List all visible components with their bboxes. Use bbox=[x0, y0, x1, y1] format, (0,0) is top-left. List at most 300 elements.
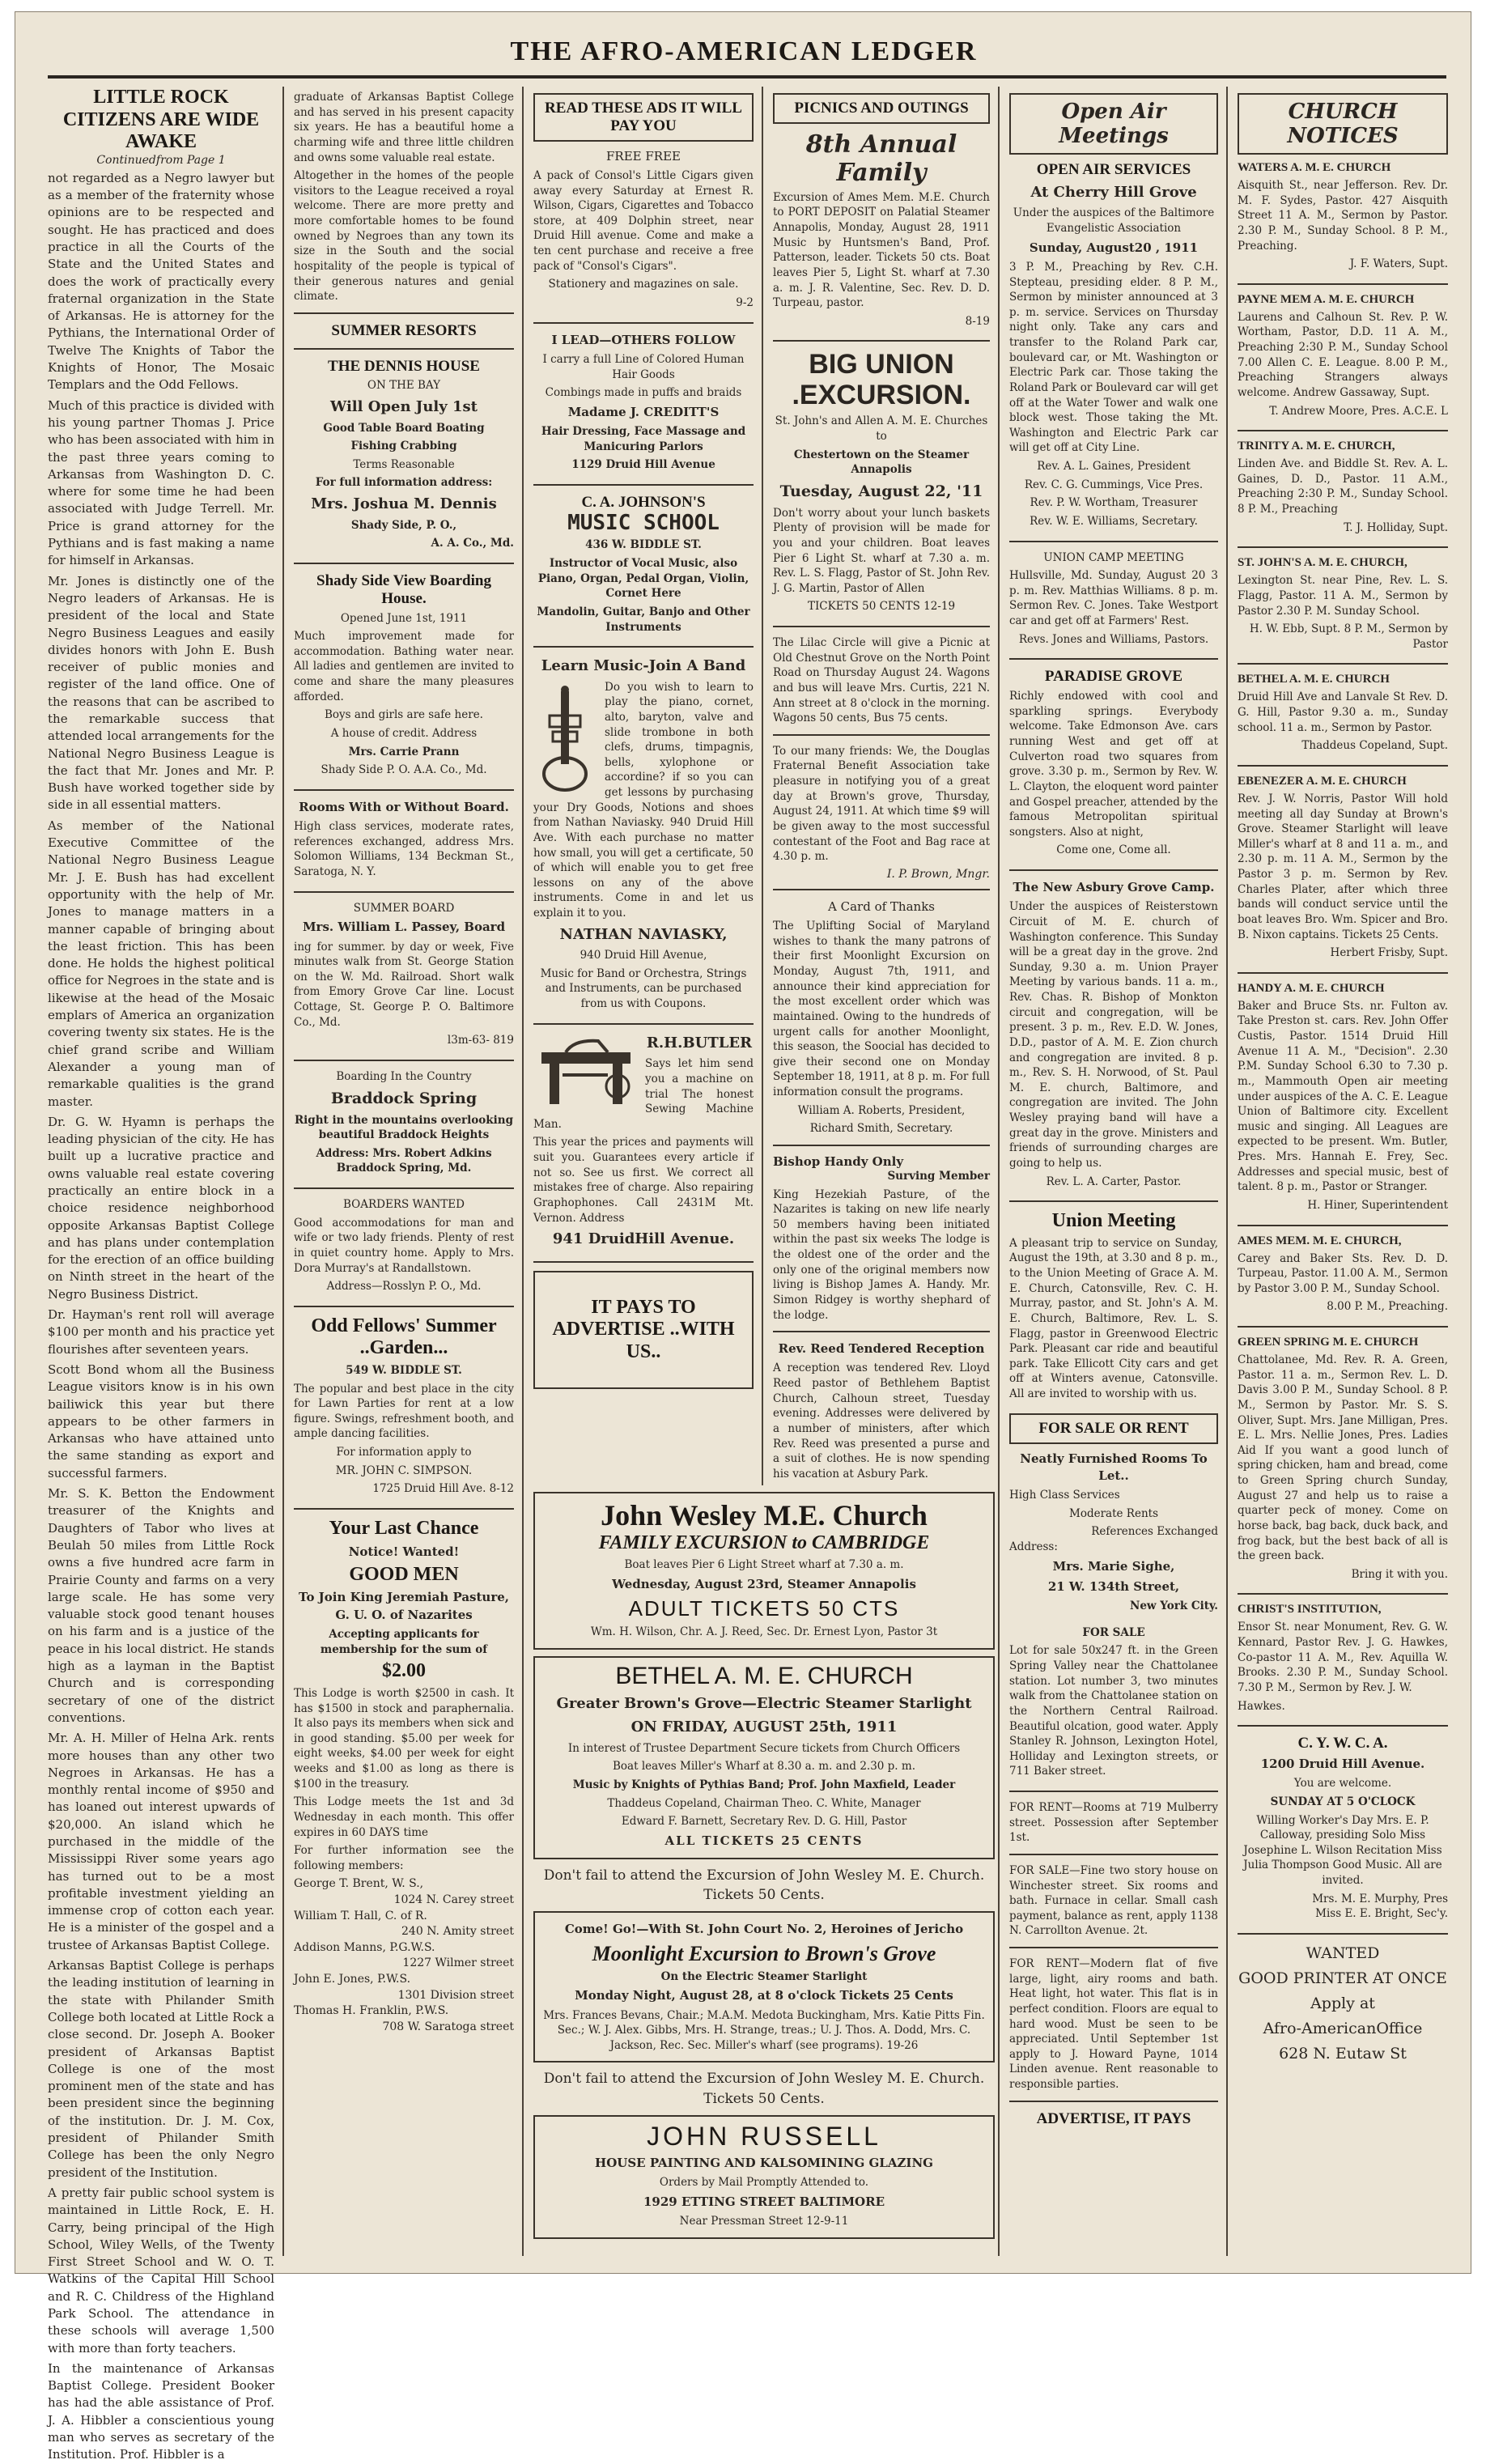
ad-line: Address: Mrs. Robert Adkins Braddock Spring, Md. bbox=[316, 1146, 492, 1175]
church-notice bbox=[1238, 1234, 1448, 1315]
church-sig: Hawkes. bbox=[1238, 1699, 1285, 1713]
article-paragraph: Mr. A. H. Miller of Helna Ark. rents more houses than any other two Negroes in Arkansas. He has a monthly rental income of $950 and has loaned out interest upwards of $20,000. An island which he purchased in the middle of the Mississippi River some years ago has turned out to be a most profitable investment yielding an immense crop of cotton each year. He is a minister of the gospel and a trustee of Arkansas Baptist College. bbox=[48, 1731, 274, 1952]
ad-line: Good Table Board Boating bbox=[323, 421, 485, 435]
ad-line: A house of credit. Address bbox=[330, 726, 478, 740]
ad-title: OPEN AIR SERVICES bbox=[1036, 161, 1191, 178]
ad-line: Mandolin, Guitar, Banjo and Other Instruments bbox=[537, 605, 750, 634]
ad-line: A. A. Co., Md. bbox=[431, 537, 514, 550]
church-name: GREEN SPRING M. E. CHURCH bbox=[1238, 1336, 1419, 1349]
article-paragraph: Arkansas Baptist College is perhaps the leading institution of learning in the state with Philander Smith College both located at Little Rock a close second. Dr. Joseph A. Booker president of Arkansas Baptist College is one of the most prominent men of the state and has been president since the beginning of the institution. Dr. J. M. Cox, president of Philander Smith College has been the only Negro president of the Institution. bbox=[48, 1958, 274, 2180]
ad-body: Excursion of Ames Mem. M.E. Church to PORT DEPOSIT on Palatial Steamer Annapolis, Monday, August 28, 1911 Music by Huntsmen's Band, Prof. Patterson, leader. Tickets 50 cts. Boat leaves Pier 5, Light St. wharf at 7.30 a. m. J. R. Valentine, Sec. Rev. D. D. Turpeau, pastor. bbox=[773, 190, 990, 310]
classified-ad: FOR RENT—Modern flat of five large, light, airy rooms and bath. Heat light, hot water. This flat is in perfect condition. Floors are equal to hard wood. Must be seen to be appreciated. Until September 1st apply to J. Howard Payne, 1014 Linden avenue. Rent reasonable to responsible parties. bbox=[1009, 1957, 1218, 2092]
section-summer-resorts: SUMMER RESORTS bbox=[331, 321, 477, 339]
ad-line: Stationery and magazines on sale. bbox=[548, 278, 739, 291]
ad-title: READ THESE ADS IT WILL PAY YOU bbox=[545, 100, 742, 134]
article-paragraph: A reception was tendered Rev. Lloyd Reed pastor of Bethlehem Baptist Church, Calhoun street, Tuesday evening. Addresses were delivered by a number of ministers, after which Rev. Reed was presented a purse and a suit of clothes. He is now spending his vacation at Asbury Park. bbox=[773, 1362, 990, 1481]
ad-line: To Join King Jeremiah Pasture, G. U. O. of Nazarites bbox=[299, 1590, 509, 1622]
ad-summer-board bbox=[294, 901, 514, 1048]
ad-body: High class services, moderate rates, references exchanged, address Mrs. Solomon Williams, 134 Beckman St., Saratoga, N. Y. bbox=[294, 820, 514, 879]
ad-title: BETHEL A. M. E. CHURCH bbox=[615, 1662, 913, 1689]
divider bbox=[1009, 541, 1218, 542]
column-rule bbox=[998, 87, 1000, 2256]
ad-moonlight bbox=[533, 1911, 995, 2063]
headline-little-rock: LITTLE ROCK CITIZENS ARE WIDE AWAKE bbox=[62, 87, 260, 153]
ad-line: Greater Brown's Grove—Electric Steamer Starlight bbox=[556, 1694, 972, 1712]
ad-ywca bbox=[1238, 1735, 1448, 1922]
divider bbox=[294, 563, 514, 564]
ad-naviasky-band bbox=[533, 656, 754, 1012]
ad-line: Will Open July 1st bbox=[330, 398, 478, 416]
ad-body: Good accommodations for man and wife or two lady friends. Plenty of rest in quiet country home. Apply to Mrs. Dora Murray's at Randallstown. bbox=[294, 1216, 514, 1275]
column-rule bbox=[1226, 87, 1228, 2256]
ad-title: Braddock Spring bbox=[330, 1089, 478, 1107]
ad-wanted-printer bbox=[1238, 1943, 1448, 2065]
ad-line: Shady Side P. O. A.A. Co., Md. bbox=[321, 763, 487, 777]
ad-johnson-music bbox=[533, 494, 754, 635]
officer-line: Rev. P. W. Wortham, Treasurer bbox=[1030, 496, 1198, 510]
divider bbox=[1238, 430, 1448, 431]
divider bbox=[773, 626, 990, 627]
church-notice bbox=[1238, 1603, 1448, 1714]
ad-line: ALL TICKETS 25 CENTS bbox=[664, 1833, 864, 1848]
ad-line: 628 N. Eutaw St bbox=[1279, 2044, 1407, 2063]
divider bbox=[1009, 658, 1218, 660]
ad-line: Wednesday, August 23rd, Steamer Annapolis bbox=[612, 1576, 916, 1591]
ad-code: 8-19 bbox=[965, 314, 990, 328]
divider bbox=[294, 1060, 514, 1061]
signature: William A. Roberts, President, bbox=[797, 1103, 966, 1117]
ad-line: 1929 ETTING STREET BALTIMORE bbox=[643, 2194, 885, 2209]
ad-body: Do you wish to learn to play the piano, cornet, alto, baryton, valve and slide trombone in both clefs, drums, timpagnis, bells, xylophone or accordine? if so you can get lessons by purchasing your Dry Goods, Notions and shoes from Nathan Naviasky. 940 Druid Hill Ave. With each purchase no matter how small, you will get a certificate, 50 of which will enable you to get free lessons on any of the above instruments. Come in and let us explain it to you. bbox=[533, 680, 754, 920]
ad-line: Accepting applicants for membership for the sum of bbox=[320, 1628, 488, 1656]
ad-line: Boys and girls are safe here. bbox=[325, 708, 483, 722]
section-church-notices bbox=[1238, 93, 1448, 155]
ad-body: For further information see the following members: bbox=[294, 1844, 514, 1872]
church-name: BETHEL A. M. E. CHURCH bbox=[1238, 673, 1390, 686]
ad-title: Union Meeting bbox=[1051, 1210, 1176, 1232]
article-paragraph: Much of this practice is divided with his young partner Thomas J. Price who has been associated with him in the past three years coming to Arkansas from Washington D. C. where for some time he had been associated with Judge Terrell. Mr. Price is grand attorney for the Pythians and is fast making a name for himself in Arkansas. bbox=[48, 397, 274, 568]
divider bbox=[533, 1261, 754, 1263]
ad-line: You are welcome. bbox=[1293, 1777, 1392, 1791]
ad-name: Mrs. William L. Passey, Board bbox=[302, 920, 506, 935]
ad-code: 9-2 bbox=[736, 295, 754, 309]
article-paragraph: not regarded as a Negro lawyer but as a member of the fraternity whose opinions are to be respected and sought. He has practiced and does practice in all the Courts of the State and the United States and does the work of practically every fraternal organization in the State of Arkansas. He is attorney for the Pythians, the International Order of Twelve The Knights of Tabor the Knights of Honor, The Mosaic Templars and the Odd Fellows. bbox=[48, 170, 274, 393]
divider bbox=[1009, 2101, 1218, 2102]
divider bbox=[1238, 1933, 1448, 1935]
ad-dennis-house bbox=[294, 358, 514, 551]
ad-line: Thaddeus Copeland, Chairman Theo. C. White, Manager bbox=[607, 1796, 921, 1810]
divider bbox=[294, 1306, 514, 1307]
ad-line: Opened June 1st, 1911 bbox=[340, 611, 468, 625]
church-name: EBENEZER A. M. E. CHURCH bbox=[1238, 774, 1407, 788]
divider bbox=[1009, 1854, 1218, 1855]
ad-line: 436 W. BIDDLE ST. bbox=[585, 538, 702, 552]
church-notice bbox=[1238, 556, 1448, 652]
ad-line: Address—Rosslyn P. O., Md. bbox=[326, 1280, 482, 1294]
ad-line: GOOD PRINTER AT ONCE bbox=[1238, 1969, 1447, 1987]
ad-line: ADULT TICKETS 50 CTS bbox=[628, 1595, 900, 1621]
ad-title: R.H.BUTLER bbox=[646, 1034, 753, 1051]
ad-line: Under the auspices of the Baltimore Evangelistic Association bbox=[1013, 206, 1215, 236]
church-notice bbox=[1238, 440, 1448, 535]
ad-line: Terms Reasonable bbox=[353, 457, 455, 471]
divider bbox=[1009, 1947, 1218, 1948]
ad-line: 1200 Druid Hill Avenue. bbox=[1260, 1756, 1425, 1771]
article-paragraph: Dr. Hayman's rent roll will average $100 per month and his practice yet flourishes after seventeen years. bbox=[48, 1307, 274, 1357]
section-title: Open Air Meetings bbox=[1059, 100, 1169, 148]
ad-body: Don't worry about your lunch baskets Plenty of provision will be made for you and your children. Boat leaves Pier 6 Light St. wharf at 7.30 a. m. Rev. L. S. Flagg, Pastor of St. John Rev. J. G. Martin, Pastor of Allen bbox=[773, 506, 990, 595]
ad-line: Shady Side, P. O., bbox=[350, 518, 457, 532]
section-picnics bbox=[773, 93, 990, 124]
ad-line: Near Pressman Street 12-9-11 bbox=[679, 2214, 849, 2228]
ad-title: John Wesley M.E. Church bbox=[601, 1499, 928, 1532]
church-sig: Bring it with you. bbox=[1351, 1567, 1448, 1581]
ad-line: SUNDAY AT 5 O'CLOCK bbox=[1270, 1795, 1416, 1808]
ad-line: Tuesday, August 22, '11 bbox=[779, 482, 983, 500]
ad-line: Monday Night, August 28, at 8 o'clock Tickets 25 Cents bbox=[575, 1988, 953, 2003]
ad-dont-fail: Don't fail to attend the Excursion of John Wesley M. E. Church. Tickets 50 Cents. bbox=[543, 1867, 985, 1904]
divider bbox=[773, 1331, 990, 1332]
divider bbox=[1009, 1200, 1218, 1202]
divider bbox=[294, 348, 514, 350]
divider bbox=[533, 646, 754, 648]
divider bbox=[1238, 663, 1448, 665]
ad-title: Your Last Chance bbox=[329, 1517, 479, 1539]
ad-paradise-grove bbox=[1009, 668, 1218, 858]
divider bbox=[294, 789, 514, 791]
ad-price: $2.00 bbox=[382, 1660, 426, 1682]
continued-note: Continuedfrom Page 1 bbox=[96, 153, 226, 167]
article-paragraph: The Lilac Circle will give a Picnic at Old Chestnut Grove on the North Point Road on Thursday August 24. Wagons and bus will leave Mrs. Curtis, 221 N. Ann street at 8 o'clock in the morning. Wagons 50 cents, Bus 75 cents. bbox=[773, 636, 990, 725]
church-body: Linden Ave. and Biddle St. Rev. A. L. Gaines, D. D., Pastor. 11 A.M., Preaching 2:30 P. M., Sunday School. 8 P. M., Preaching bbox=[1238, 457, 1448, 516]
church-notice bbox=[1238, 673, 1448, 754]
ad-name: MR. JOHN C. SIMPSON. bbox=[335, 1464, 473, 1477]
ad-it-pays bbox=[533, 1271, 754, 1390]
ad-advertise-it-pays: ADVERTISE, IT PAYS bbox=[1036, 2109, 1191, 2127]
church-name: WATERS A. M. E. CHURCH bbox=[1238, 161, 1391, 174]
member-line: Thomas H. Franklin, P.W.S. bbox=[294, 2004, 449, 2018]
ad-line: ON FRIDAY, AUGUST 25th, 1911 bbox=[630, 1718, 898, 1736]
ad-title: FOR SALE bbox=[1082, 1625, 1145, 1639]
ad-last-chance bbox=[294, 1518, 514, 2035]
ad-body: The popular and best place in the city for Lawn Parties for rent at a low figure. Swings, refreshment booth, and ample dancing facilities. bbox=[294, 1382, 514, 1441]
ad-body: Much improvement made for accommodation. Bathing water near. All ladies and gentlemen are invited to come and share the many pleasures afforded. bbox=[294, 630, 514, 703]
ad-furnished-rooms bbox=[1009, 1451, 1218, 1614]
ad-body: A pack of Consol's Little Cigars given away every Saturday at Ernest R. Wilson, Cigars, Cigarettes and Tobacco store, at 409 Dolphin street, near Druid Hill avenue. Come and make a ten cent purchase and receive a free pack of "Consol's Cigars". bbox=[533, 168, 754, 273]
ad-title: I LEAD—OTHERS FOLLOW bbox=[551, 332, 736, 347]
church-notice bbox=[1238, 293, 1448, 418]
ad-line: New York City. bbox=[1130, 1599, 1218, 1613]
cornet-illustration-icon bbox=[533, 683, 598, 797]
ad-body: Lot for sale 50x247 ft. in the Green Spring Valley near the Chattolanee station. Lot number 3, two minutes walk from the Chattolanee station on the Northern Central Railroad. Beautiful olcation, good water. Apply Stanley R. Johnson, Lexington Hotel, Holliday and Lexington streets, or 711 Baker street. bbox=[1009, 1644, 1218, 1778]
church-sig: H. Hiner, Superintendent bbox=[1307, 1198, 1448, 1212]
divider bbox=[1238, 765, 1448, 767]
article-paragraph: graduate of Arkansas Baptist College and has served in his present capacity six years. He has a beautiful home a charming wife and three little children and owns some valuable real estate. bbox=[294, 91, 514, 164]
ad-line: MUSIC SCHOOL bbox=[567, 510, 720, 535]
ad-body: This year the prices and payments will suit you. Guarantees every article if not so. See us first. We correct all mistakes free of charge. Also repairing Graphophones. Call 2431M Mt. Vernon. Address bbox=[533, 1136, 754, 1225]
ad-line: For full information address: bbox=[315, 476, 493, 490]
ad-line: GOOD MEN bbox=[349, 1563, 459, 1585]
ad-body: This Lodge meets the 1st and 3d Wednesday in each month. This offer expires in 60 DAYS time bbox=[294, 1795, 514, 1839]
divider bbox=[773, 1145, 990, 1146]
officer-line: Rev. A. L. Gaines, President bbox=[1037, 460, 1191, 474]
divider bbox=[1238, 283, 1448, 285]
column-3 bbox=[525, 87, 762, 1479]
ad-line: Mrs. Frances Bevans, Chair.; M.A.M. Medota Buckingham, Mrs. Katie Pitts Fin. Sec.; W. J. Alex. Gibbs, Mrs. H. Strange, treas.; U. J. Thos. A. Dodd, Mrs. C. Jackson, Rec. Sec. Miller's wharf (see programs). 19-26 bbox=[543, 2008, 985, 2052]
ad-body: This Lodge is worth $2500 in cash. It has $1500 in stock and paraphernalia. It also pays its members when sick and in good standing. $5.00 per week for eight weeks, $4.00 per week for eight weeks and $1.00 as long as there is $100 in the treasury. bbox=[294, 1686, 514, 1791]
ad-line: 940 Druid Hill Avenue, bbox=[580, 949, 707, 962]
ad-line: High Class Services bbox=[1009, 1489, 1120, 1502]
officer-line: Rev. W. E. Williams, Secretary. bbox=[1030, 514, 1198, 528]
column-rule bbox=[282, 87, 284, 2256]
divider bbox=[773, 734, 990, 736]
article-paragraph: The Uplifting Social of Maryland wishes to thank the many patrons of their first Moonlight Excursion on Monday, August 7th, 1911, and announce their kind appreciation for the most excellent order which was maintained. Owing to the hundreds of urgent calls for another Moonlight, this season, the Soocial has decided to give their second one on Monday September 18, 1911, at 8 p. m. For full information consult the programs. bbox=[773, 920, 990, 1099]
divider bbox=[294, 1508, 514, 1510]
ad-line: On the Electric Steamer Starlight bbox=[660, 1969, 868, 1983]
ad-line: Apply at bbox=[1310, 1994, 1375, 2012]
classified-ad: FOR RENT—Rooms at 719 Mulberry street. Possession after September 1st. bbox=[1009, 1801, 1218, 1845]
ad-rooms bbox=[294, 799, 514, 880]
article-paragraph: King Hezekiah Pasture, of the Nazarites is taking on new life nearly 50 members having been initiated within the past six weeks The lodge is the oldest one of the order and the only one of the original members now living is Bishop James A. Handy. Mr. Simon Ridgey is worthy shephard of the lodge. bbox=[773, 1187, 990, 1322]
ad-title: BOARDERS WANTED bbox=[343, 1198, 465, 1212]
ad-union-meeting bbox=[1009, 1210, 1218, 1401]
article-title: Rev. Reed Tendered Reception bbox=[778, 1341, 985, 1357]
article-paragraph: Altogether in the homes of the people visitors to the League received a royal welcome. There are more pretty and more comfortable homes to be found owned by Negroes than any town its size in the South and the social hospitality of the people is typical of their generous natures and genial climate. bbox=[294, 169, 514, 304]
ad-line: Right in the mountains overlooking beautiful Braddock Heights bbox=[294, 1113, 514, 1142]
church-sig: 8.00 P. M., Preaching. bbox=[1327, 1300, 1448, 1314]
ad-line: Sunday, August20 , 1911 bbox=[1029, 240, 1199, 255]
ad-line: 21 W. 134th Street, bbox=[1047, 1578, 1180, 1594]
section-title: CHURCH NOTICES bbox=[1287, 100, 1399, 148]
ad-body: Willing Worker's Day Mrs. E. P. Calloway, presiding Solo Miss Josephine L. Wilson Recitation Miss Julia Thompson Good Music. All are invited. bbox=[1243, 1813, 1442, 1888]
divider bbox=[294, 1187, 514, 1189]
ad-title: Shady Side View Boarding House. bbox=[316, 571, 491, 607]
divider bbox=[1238, 546, 1448, 548]
ad-camp-meeting bbox=[1009, 550, 1218, 648]
church-sig: J. F. Waters, Supt. bbox=[1349, 257, 1448, 271]
ad-body: ing for summer. by day or week, Five minutes walk from St. George Station on the W. Md. Railroad. Short walk from Emory Grove Car line. Locust Cottage, St. George P. O. Baltimore Co., Md. bbox=[294, 940, 514, 1029]
newspaper-page bbox=[15, 11, 1471, 2462]
column-1 bbox=[40, 87, 282, 2462]
church-notice bbox=[1238, 1336, 1448, 1582]
ad-line: Fishing Crabbing bbox=[350, 440, 457, 453]
ad-line: Combings made in puffs and braids bbox=[545, 386, 742, 400]
ad-name: NATHAN NAVIASKY, bbox=[559, 925, 728, 943]
column-5 bbox=[1001, 87, 1226, 2256]
ad-line: Come one, Come all. bbox=[1056, 843, 1171, 857]
signature: I. P. Brown, Mngr. bbox=[886, 867, 990, 881]
ad-line: 1725 Druid Hill Ave. 8-12 bbox=[372, 1482, 514, 1496]
church-body: Carey and Baker Sts. Rev. D. D. Turpeau, Pastor. 11.00 A. M., Sermon by Pastor 3.00 P. M., Sunday School. bbox=[1238, 1251, 1448, 1295]
member-line: George T. Brent, W. S., bbox=[294, 1877, 424, 1891]
ad-line: FREE FREE bbox=[606, 148, 681, 164]
ad-line: Notice! Wanted! bbox=[348, 1544, 460, 1559]
column-6 bbox=[1229, 87, 1456, 2256]
signature: Miss E. E. Bright, Sec'y. bbox=[1315, 1907, 1448, 1921]
section-title: PICNICS AND OUTINGS bbox=[794, 100, 969, 117]
church-name: HANDY A. M. E. CHURCH bbox=[1238, 981, 1385, 995]
ad-title: C. Y. W. C. A. bbox=[1297, 1735, 1388, 1752]
member-line: Addison Manns, P.G.W.S. bbox=[294, 1940, 435, 1954]
church-name: CHRIST'S INSTITUTION, bbox=[1238, 1603, 1382, 1616]
ad-title: C. A. JOHNSON'S bbox=[581, 493, 706, 511]
ad-line: Boat leaves Pier 6 Light Street wharf at 7.30 a. m. bbox=[624, 1558, 904, 1571]
church-name: ST. JOHN'S A. M. E. CHURCH, bbox=[1238, 556, 1407, 570]
ad-body: Hullsville, Md. Sunday, August 20 3 p. m. Rev. Matthias Williams. 8 p. m. Sermon Rev. C. Jones. Take Westport car and get off at Farmers' Rest. bbox=[1009, 569, 1218, 628]
ad-line: In interest of Trustee Department Secure tickets from Church Officers bbox=[567, 1741, 961, 1755]
section-for-sale bbox=[1009, 1413, 1218, 1444]
ad-line: I carry a full Line of Colored Human Hair Goods bbox=[542, 352, 745, 381]
church-body: Baker and Bruce Sts. nr. Fulton av. Take Preston st. cars. Rev. John Offer Custis, Pastor. 1514 Druid Hill Avenue 11 A. M., "Decision". 2.30 P.M. Sunday School 6.30 to 7.30 p. m., Mammouth Open air meeting under auspices of the A. C. E. League Union of Baltimore city. Excellent music and singing. All Leagues are expected to be present. Wm. Butler, Pres. Mrs. Hannah E. Frey, Sec. Addresses and special music, best of talent. 8 p. m., Pastor or Stranger. bbox=[1238, 999, 1448, 1194]
ad-john-wesley bbox=[533, 1492, 995, 1650]
divider bbox=[533, 484, 754, 486]
divider bbox=[773, 340, 990, 342]
divider bbox=[294, 312, 514, 314]
ad-name: Mrs. Carrie Prann bbox=[348, 745, 460, 758]
ad-title: Odd Fellows' Summer ..Garden... bbox=[311, 1315, 497, 1359]
article-title: A Card of Thanks bbox=[828, 899, 935, 914]
ad-line: For information apply to bbox=[336, 1446, 472, 1459]
signature: Mrs. M. E. Murphy, Pres bbox=[1312, 1892, 1448, 1905]
ad-code: l3m-63- 819 bbox=[447, 1034, 514, 1047]
ad-big-union bbox=[773, 350, 990, 614]
article-subtitle: Surving Member bbox=[887, 1169, 990, 1183]
ad-boarders-wanted bbox=[294, 1197, 514, 1294]
ad-line: Afro-AmericanOffice bbox=[1263, 2019, 1423, 2037]
column-rule bbox=[522, 87, 524, 2256]
church-name: PAYNE MEM A. M. E. CHURCH bbox=[1238, 292, 1415, 306]
member-line: William T. Hall, C. of R. bbox=[294, 1909, 427, 1922]
church-notice bbox=[1238, 161, 1448, 272]
ad-title: Learn Music-Join A Band bbox=[541, 657, 746, 675]
article-paragraph: As member of the National Executive Committee of the National Negro Business League Mr. J. E. Bush has had excellent opportunity with the help of Mr. Jones to manage matters in a manner capable of bringing about the least friction. This has been done. He holds the highest political office for Negroes in the state and is likewise at the head of the Mosaic emplars of America an organization covering twenty six states. He is the chief grand scribe and William Alexander a young man of remarkable qualities is the grand master. bbox=[48, 818, 274, 1109]
ad-name: Mrs. Marie Sighe, bbox=[1052, 1558, 1175, 1574]
church-body: Aisquith St., near Jefferson. Rev. Dr. M. F. Sydes, Pastor. 427 Aisquith Street 11 A. M., Sermon by Pastor. 2.30 P. M., Sunday School. 8 P. M., Preaching. bbox=[1238, 179, 1448, 253]
ad-line: Hair Dressing, Face Massage and Manicuring Parlors bbox=[541, 425, 746, 453]
signature: Rev. L. A. Carter, Pastor. bbox=[1046, 1175, 1182, 1188]
section-open-air bbox=[1009, 93, 1218, 155]
church-sig: Thaddeus Copeland, Supt. bbox=[1301, 739, 1448, 753]
ad-line: Address: bbox=[1009, 1540, 1058, 1553]
ad-odd-fellows bbox=[294, 1315, 514, 1497]
ad-creditt bbox=[533, 332, 754, 473]
officer-line: Rev. C. G. Cummings, Vice Pres. bbox=[1024, 478, 1204, 491]
ad-line: ON THE BAY bbox=[367, 379, 441, 393]
church-sig: Herbert Frisby, Supt. bbox=[1330, 946, 1448, 960]
ad-line: Chestertown on the Steamer Annapolis bbox=[793, 448, 970, 477]
ad-title: BIG UNION .EXCURSION. bbox=[792, 349, 971, 410]
ad-name: Mrs. Joshua M. Dennis bbox=[311, 495, 497, 513]
ad-lot-for-sale bbox=[1009, 1625, 1218, 1779]
ad-title: JOHN RUSSELL bbox=[647, 2121, 881, 2151]
ad-title: THE DENNIS HOUSE bbox=[328, 357, 480, 375]
section-title: FOR SALE OR RENT bbox=[1038, 1419, 1189, 1437]
member-line: 240 N. Amity street bbox=[401, 1925, 514, 1939]
ad-body: Richly endowed with cool and sparkling springs. Everybody welcome. Take Edmonson Ave. cars running West and get off at Culverton road two squares from grove. 3.30 p. m., Sermon by Rev. W. L. Clayton, the eloquent word painter and Gospel preacher, attended by the famous Metropolitan spiritual songsters. Also at night, bbox=[1009, 690, 1218, 839]
church-sig: T. J. Holliday, Supt. bbox=[1344, 520, 1448, 534]
column-4 bbox=[765, 87, 998, 1479]
member-line: 1301 Division street bbox=[397, 1988, 514, 2002]
masthead: THE AFRO-AMERICAN LEDGER bbox=[510, 36, 978, 66]
column-2 bbox=[286, 87, 522, 2256]
ad-title: SUMMER BOARD bbox=[353, 901, 455, 915]
ad-line: St. John's and Allen A. M. E. Churches to bbox=[775, 414, 988, 443]
divider bbox=[294, 891, 514, 893]
divider bbox=[1238, 1725, 1448, 1727]
ad-line: Come! Go!—With St. John Court No. 2, Heroines of Jericho bbox=[564, 1922, 964, 1937]
ad-open-air-services bbox=[1009, 161, 1218, 529]
ad-body: 3 P. M., Preaching by Rev. C.H. Stepteau, presiding elder. 8 P. M., Sermon by minister announced at 3 p. m. service. Services on Thursday night only. Take any cars and transfer to the Roland Park car, boulevard car, or Mt. Washington or Electric Park car. Those taking the Roland Park or Boulevard car will get off at the Water Tower and walk one block west. Those taking the Mt. Washington and Electric Park car will get off at City Line. bbox=[1009, 260, 1218, 455]
ad-shady-side bbox=[294, 572, 514, 778]
ad-annual-family bbox=[773, 130, 990, 329]
ad-line: Instructor of Vocal Music, also Piano, Organ, Pedal Organ, Violin, Cornet Here bbox=[537, 557, 749, 601]
article-paragraph: Dr. G. W. Hyamn is perhaps the leading physician of the city. He has built up a lucrative practice and owns valuable real estate covering practically an entire block in a choice residence neighborhood opposite Arkansas Baptist College and has plans under contemplation for the erection of an office building on Ninth street in the heart of the Negro Business District. bbox=[48, 1114, 274, 1302]
classified-ad: FOR SALE—Fine two story house on Winchester street. Six rooms and bath. Furnace in cellar. Small cash payment, balance as rent, apply 1138 N. Carrollton Avenue. 2t. bbox=[1009, 1863, 1218, 1938]
article-paragraph: Mr. Jones is distinctly one of the Negro leaders of Arkansas. He is president of the local and State Negro Business Leagues and easily divides honors with John E. Bush receiver of public monies and register of the land office. One of the reasons that can be ascribed to the remarkable success that attended local arrangements for the National Negro Business League is the fact that Mr. Jones and Mr. P. Bush have worked together side by side in all essential matters. bbox=[48, 573, 274, 813]
ad-line: Edward F. Barnett, Secretary Rev. D. G. Hill, Pastor bbox=[621, 1815, 907, 1829]
church-notice bbox=[1238, 982, 1448, 1213]
member-line: 1227 Wilmer street bbox=[402, 1956, 514, 1970]
divider bbox=[1238, 1326, 1448, 1328]
ad-title: IT PAYS TO ADVERTISE ..WITH US.. bbox=[552, 1296, 735, 1362]
ad-name: Madame J. CREDITT'S bbox=[567, 404, 720, 419]
ad-line: Boat leaves Miller's Wharf at 8.30 a. m. and 2.30 p. m. bbox=[613, 1760, 915, 1774]
article-title: Bishop Handy Only bbox=[773, 1153, 904, 1169]
signature: Richard Smith, Secretary. bbox=[809, 1122, 953, 1136]
ad-read-these bbox=[533, 93, 754, 142]
church-body: Lexington St. near Pine, Rev. L. S. Flagg, Pastor. 11 A. M., Sermon by Pastor 2.30 P. M. Sunday School. bbox=[1238, 574, 1448, 618]
divider bbox=[533, 1023, 754, 1025]
ad-title: PARADISE GROVE bbox=[1044, 668, 1183, 686]
masthead-rule bbox=[48, 75, 1446, 79]
ad-title: The New Asbury Grove Camp. bbox=[1013, 880, 1215, 895]
church-name: TRINITY A. M. E. CHURCH, bbox=[1238, 440, 1395, 453]
ad-line: Boarding In the Country bbox=[336, 1069, 472, 1083]
ad-body: Says let him send you a machine on trial The honest Sewing Machine Man. bbox=[533, 1057, 754, 1131]
sewing-machine-icon bbox=[533, 1036, 639, 1109]
ad-bethel bbox=[533, 1656, 995, 1860]
divider bbox=[1238, 1225, 1448, 1226]
member-line: 708 W. Saratoga street bbox=[382, 2020, 514, 2033]
article-paragraph: Scott Bond whom all the Business League visitors know is in his own bailiwick this year but there appears to be other farmers in Arkansas who have attained unto the same standing as export and successful farmers. bbox=[48, 1362, 274, 1481]
article-paragraph: To our many friends: We, the Douglas Fraternal Benefit Association take pleasure in notifying you of a great day at Brown's grove, Thursday, August 24, 1911. At which time $9 will be given away to the most successful contestant of the Foot and Bag race at 4.30 p. m. bbox=[773, 744, 990, 864]
ad-body: A pleasant trip to service on Sunday, August the 19th, at 3.30 and 8 p. m., to the Union Meeting of Grace A. M. E. Church, Catonsville, Rev. C. H. Murray, pastor, and St. John's A. M. E. Church, Baltimore, Rev. L. S. Flagg, pastor in Greenwood Electric Park. Pleasant car ride and beautiful park. Take Ellicott City cars and get off at Winters avenue, Catonsville. All are invited to worship with us. bbox=[1009, 1236, 1218, 1401]
church-name: AMES MEM. M. E. CHURCH, bbox=[1238, 1234, 1402, 1247]
ad-line: 941 DruidHill Avenue. bbox=[552, 1230, 735, 1248]
divider bbox=[1238, 1593, 1448, 1595]
ad-title: Rooms With or Without Board. bbox=[299, 799, 509, 814]
ad-line: Music by Knights of Pythias Band; Prof. John Maxfield, Leader bbox=[572, 1778, 956, 1791]
member-line: 1024 N. Carey street bbox=[393, 1893, 514, 1906]
ad-free-cigars bbox=[533, 148, 754, 311]
article-paragraph: A pretty fair public school system is maintained in Little Rock, E. H. Carry, being principal of the High School, Wiley Wells, of the Twenty First Street School and W. O. T. Watkins of the Capital Hill School and R. C. Childress of the Highland Park School. The attendance in these schools will average 1,500 with more than forty teachers. bbox=[48, 2185, 274, 2356]
ad-line: Music for Band or Orchestra, Strings and Instruments, can be purchased from us with Coupons. bbox=[540, 966, 747, 1011]
ad-line: FAMILY EXCURSION to CAMBRIDGE bbox=[598, 1532, 930, 1553]
divider bbox=[1238, 972, 1448, 974]
article-paragraph: In the maintenance of Arkansas Baptist College. President Booker has had the able assistance of Prof. J. A. Hibbler a conscientious young man who serves as secretary of the Institution. Prof. Hibbler is a bbox=[48, 2360, 274, 2462]
church-body: Chattolanee, Md. Rev. R. A. Green, Pastor. 11 a. m., Sermon Rev. L. D. Davis 3.00 P. M., Sunday School. 8 P. M., Sermon by Pastor. Mr. S. S. Oliver, Supt. Mrs. Jane Milligan, Pres. E. L. Mrs. Nellie Jones, Pres. Ladies Aid If you want a good lunch of spring chicken, ham and bread, come to Green Spring church Sunday, August 27 and help us to raise a quarter peck of money. Come on horse back, bag back, duck back, and frog back, but the best back of all is the green back. bbox=[1238, 1353, 1448, 1563]
member-line: John E. Jones, P.W.S. bbox=[294, 1972, 411, 1986]
church-body: Rev. J. W. Norris, Pastor Will hold meeting all day Sunday at Brown's Grove. Steamer Starlight will leave Miller's wharf at 8 and 11 a. m., and 2.30 p. m. 11 A. M., Sermon by the Pastor 3 p. m. Sermon by Rev. Charles Plater, after which three bands will conduct service until the boat leaves Bro. Wm. Spicer and Bro. B. Nixon captains. Tickets 25 Cents. bbox=[1238, 792, 1448, 941]
ad-line: Revs. Jones and Williams, Pastors. bbox=[1018, 632, 1209, 646]
ad-line: 549 W. BIDDLE ST. bbox=[346, 1363, 462, 1377]
church-sig: T. Andrew Moore, Pres. A.C.E. L bbox=[1269, 404, 1448, 418]
ad-body: Under the auspices of Reisterstown Circuit of M. E. church of Washington conference. This Sunday will be a great day in the grove. 2nd Sunday, 9.30 a. m. Union Prayer Meeting by various bands. 11 a. m., Rev. Chas. R. Bishop of Monkton circuit and congregation, will be present. 3 p. m., Rev. E.D. W. Jones, D.D., pastor of A. M. E. Zion church and congregation are invited. 8 p. m., Rev. S. H. Norwood, of St. Paul M. E. church, Baltimore, and congregation are invited. The John Wesley praying band will have a great day in the grove. Ministers and friends of surrounding charges are going to help us. bbox=[1009, 900, 1218, 1170]
divider bbox=[533, 322, 754, 324]
ad-asbury-grove bbox=[1009, 879, 1218, 1189]
divider bbox=[773, 889, 990, 890]
ad-butler bbox=[533, 1033, 754, 1250]
